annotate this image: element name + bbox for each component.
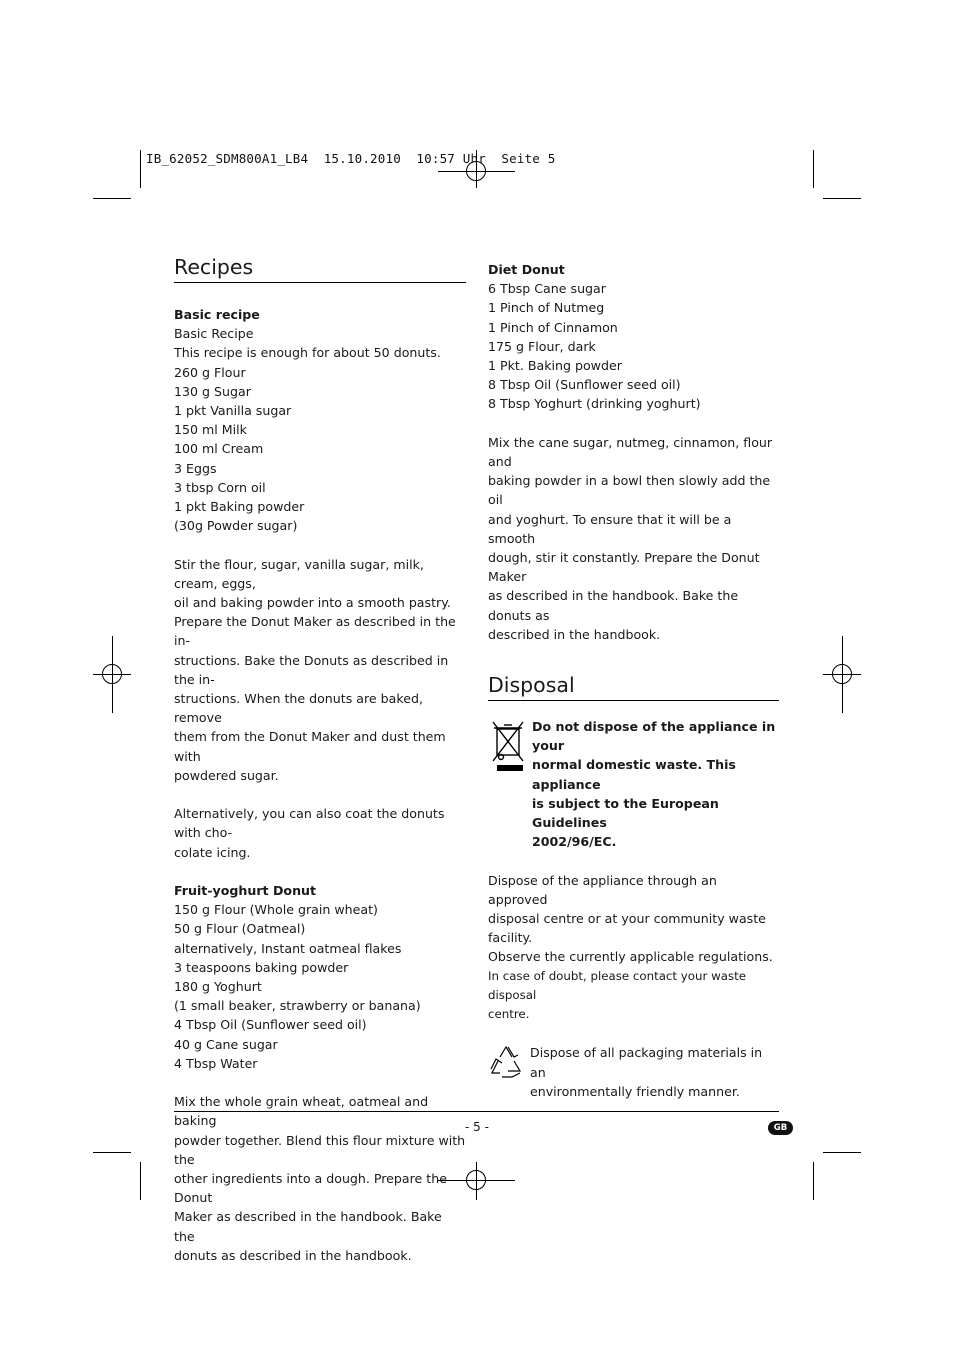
basic-recipe-heading: Basic recipe [174, 307, 260, 322]
diet-donut-method: Mix the cane sugar, nutmeg, cinnamon, flour and baking powder in a bowl then slowly add the oil and yoghurt. To ensure that it will be a smooth dough, stir it constantly. Prepare the Donut Maker as described in the handbook. Bake the donuts as described in the handbook. [488, 434, 773, 642]
crop-mark [823, 1152, 861, 1153]
page-number: - 5 - [465, 1120, 489, 1134]
recipes-column [174, 255, 466, 1265]
right-column [488, 260, 779, 1101]
recipes-title: Recipes [174, 255, 466, 283]
crop-mark [813, 150, 814, 188]
packaging-notice [488, 1043, 779, 1101]
crop-mark [140, 1162, 141, 1200]
country-badge: GB [768, 1121, 793, 1135]
crop-mark [813, 1162, 814, 1200]
diet-donut-ingredients: 6 Tbsp Cane sugar 1 Pinch of Nutmeg 1 Pinch of Cinnamon 175 g Flour, dark 1 Pkt. Baking powder 8 Tbsp Oil (Sunflower seed oil) 8 Tbsp Yoghurt (drinking yoghurt) [488, 281, 701, 412]
crossed-out-wheelie-bin-icon [488, 717, 532, 776]
weee-notice [488, 717, 779, 851]
recycling-icon [488, 1043, 530, 1084]
basic-recipe-ingredients: Basic Recipe This recipe is enough for about 50 donuts. 260 g Flour 130 g Sugar 1 pkt Vanilla sugar 150 ml Milk 100 ml Cream 3 Eggs 3 tbsp Corn oil 1 pkt Baking powder (30g Powder sugar) [174, 326, 441, 534]
packaging-text: Dispose of all packaging materials in an environmentally friendly manner. [530, 1045, 763, 1099]
disposal-title: Disposal [488, 673, 779, 701]
diet-donut-heading: Diet Donut [488, 262, 565, 277]
fruit-yoghurt-heading: Fruit-yoghurt Donut [174, 883, 317, 899]
crop-mark [140, 150, 141, 188]
crop-mark [93, 1152, 131, 1153]
crop-mark [823, 198, 861, 199]
crop-mark [93, 198, 131, 199]
footer-rule [174, 1111, 779, 1112]
basic-recipe-method: Stir the flour, sugar, vanilla sugar, milk, cream, eggs, oil and baking powder into a smooth pastry. Prepare the Donut Maker as described in the in- structions. Bake the Donuts as described in the in- structions. When the donuts are baked, remove them from the Donut Maker and dust them with powdered sugar. [174, 556, 456, 783]
disposal-text: Dispose of the appliance through an approved disposal centre or at your community waste facility. Observe the currently applicable regulations. In case of doubt, please contact your waste disposal centre. [488, 872, 773, 1022]
basic-recipe-alternative: Alternatively, you can also coat the donuts with cho- colate icing. [174, 806, 445, 860]
print-slug: IB_62052_SDM800A1_LB4 15.10.2010 10:57 Uhr Seite 5 [146, 151, 556, 166]
fruit-yoghurt-ingredients: 150 g Flour (Whole grain wheat) 50 g Flour (Oatmeal) alternatively, Instant oatmeal flakes 3 teaspoons baking powder 180 g Yoghurt (1 small beaker, strawberry or banana) 4 Tbsp Oil (Sunflower seed oil) 40 g Cane sugar 4 Tbsp Water [174, 902, 421, 1071]
fruit-yoghurt-method: Mix the whole grain wheat, oatmeal and baking powder together. Blend this flour mixture with the other ingredients into a dough. Prepare the Donut Maker as described in the handbook. Bake the donuts as described in the handbook. [174, 1094, 466, 1263]
weee-warning-text: Do not dispose of the appliance in your normal domestic waste. This appliance is subject to the European Guidelines 2002/96/EC. [532, 719, 776, 850]
